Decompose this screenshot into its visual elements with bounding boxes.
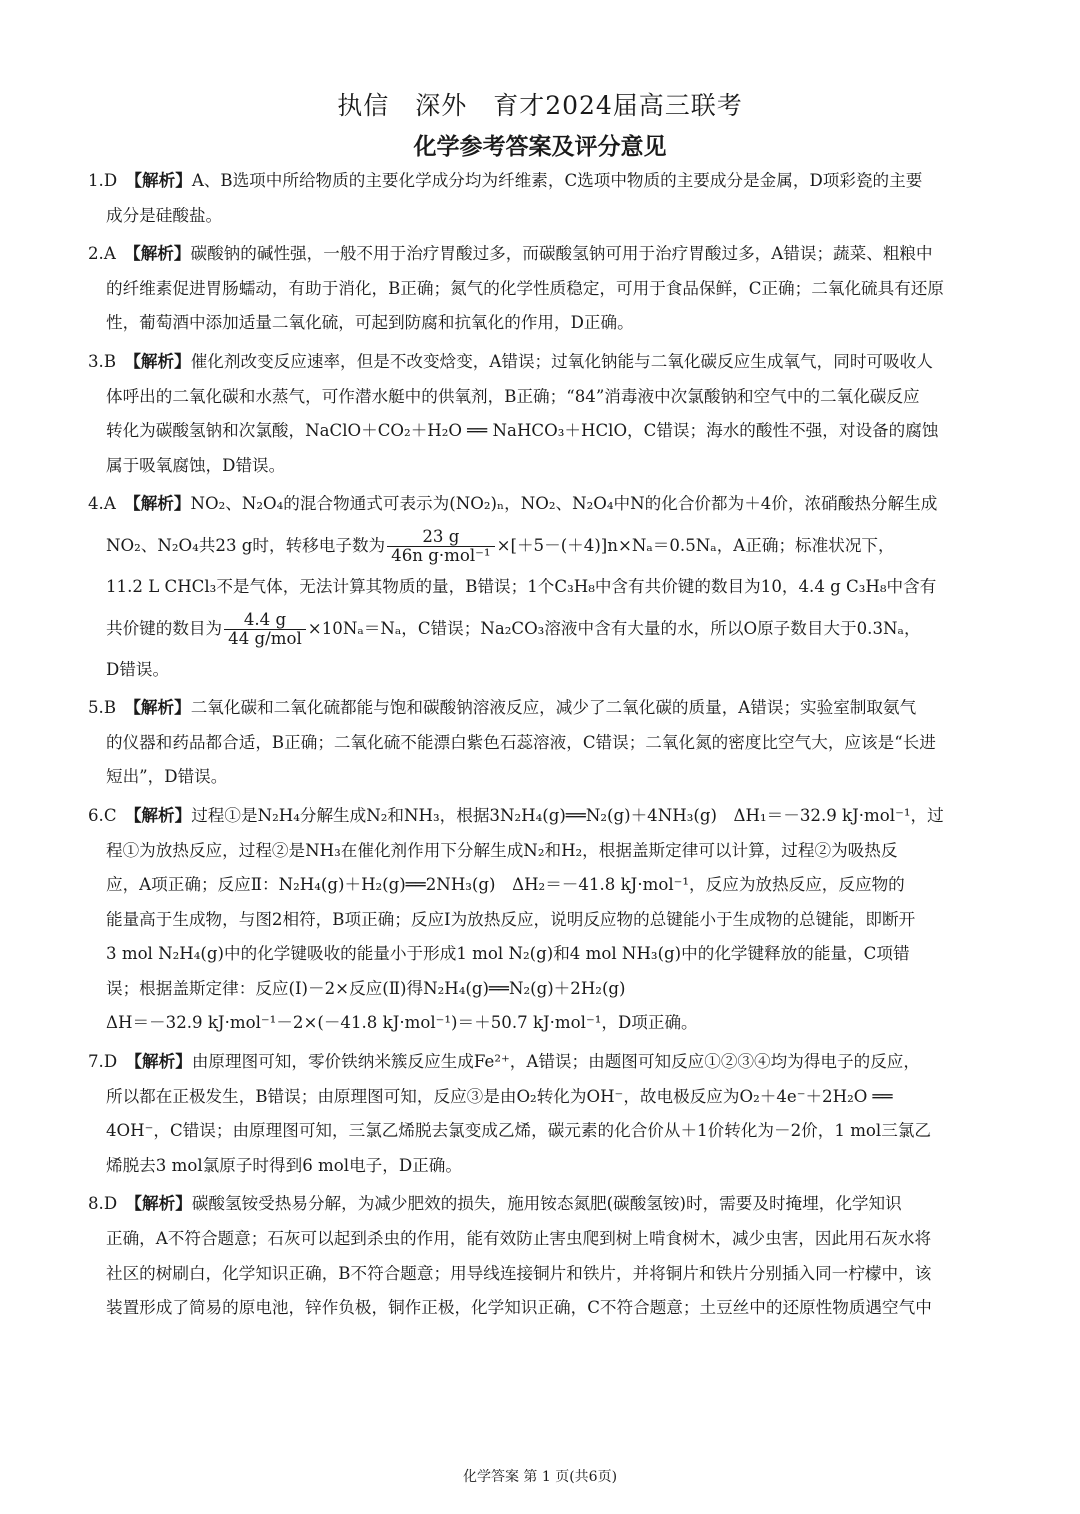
answer-text-line: 正确，A不符合题意；石灰可以起到杀虫的作用，能有效防止害虫爬到树上啃食树木，减少虫害，因此用石灰水将 (106, 1229, 932, 1249)
exam-title: 执信 深外 育才2024届高三联考 (337, 91, 743, 120)
answer-text-line: 短出”，D错误。 (106, 767, 228, 787)
answer-text-line: 属于吸氧腐蚀，D错误。 (106, 455, 286, 475)
fraction (224, 611, 306, 648)
fraction (387, 528, 494, 565)
answer-text-line: 体呼出的二氧化碳和水蒸气，可作潜水艇中的供氧剂，B正确；“84”消毒液中次氯酸钠和空气中的二氧化碳反应 (106, 386, 920, 406)
answer-text-line: 性，葡萄酒中添加适量二氧化硫，可起到防腐和抗氧化的作用，D正确。 (106, 313, 634, 333)
page-footer: 化学答案 第 1 页(共6页) (462, 1469, 618, 1485)
answer-number: 3.B (88, 351, 117, 371)
answer-text-line: 社区的树刷白，化学知识正确，B不符合题意；用导线连接铜片和铁片，并将铜片和铁片分别插入同一柠檬中，该 (106, 1263, 932, 1283)
answer-text-line: 催化剂改变反应速率，但是不改变焓变，A错误；过氧化钠能与二氧化碳反应生成氧气，同时可吸收人 (190, 351, 933, 371)
fraction-denominator: 44 g/mol (228, 628, 302, 648)
answer-text-segment: NO₂、N₂O₄共23 g时，转移电子数为 (106, 535, 386, 555)
answer-item-1 (88, 164, 990, 233)
analysis-tag: 【解析】 (133, 1194, 192, 1214)
answer-text-line: 成分是硅酸盐。 (106, 205, 223, 225)
answer-text-line: 过程①是N₂H₄分解生成N₂和NH₃，根据3N₂H₄(g)══N₂(g)＋4NH₃(g) ΔH₁＝－32.9 kJ·mol⁻¹，过 (191, 805, 944, 825)
answer-text-line: 能量高于生成物，与图2相符，B项正确；反应Ⅰ为放热反应，说明反应物的总键能小于生成物的总键能，即断开 (106, 909, 916, 929)
answer-body (88, 164, 990, 1330)
analysis-tag: 【解析】 (133, 171, 192, 190)
answer-text-line: 的仪器和药品都合适，B正确；二氧化硫不能漂白紫色石蕊溶液，C错误；二氧化氮的密度比空气大，应该是“长进 (106, 732, 936, 752)
fraction-numerator: 23 g (387, 528, 494, 547)
answer-text-line: ΔH＝－32.9 kJ·mol⁻¹－2×(－41.8 kJ·mol⁻¹)＝＋50.7 kJ·mol⁻¹，D项正确。 (106, 1013, 698, 1033)
answer-key-title: 化学参考答案及评分意见 (413, 134, 667, 160)
answer-number: 8.D (88, 1194, 118, 1214)
analysis-tag: 【解析】 (133, 805, 192, 825)
fraction-denominator: 46n g·mol⁻¹ (391, 545, 491, 565)
answer-number: 6.C (88, 805, 117, 825)
answer-text-line: 程①为放热反应，过程②是NH₃在催化剂作用下分解生成N₂和H₂，根据盖斯定律可以计算，过程②为吸热反 (106, 840, 898, 860)
answer-item-4 (88, 487, 990, 687)
answer-text-line: 碳酸钠的碱性强，一般不用于治疗胃酸过多，而碳酸氢钠可用于治疗胃酸过多，A错误；蔬菜、粗粮中 (190, 244, 933, 264)
answer-number: 4.A (88, 494, 116, 514)
answer-formula-line (106, 605, 990, 653)
fraction-numerator: 4.4 g (224, 611, 306, 630)
answer-text-line: 3 mol N₂H₄(g)中的化学键吸收的能量小于形成1 mol N₂(g)和4 mol NH₃(g)中的化学键释放的能量，C项错 (106, 944, 910, 964)
answer-text-line: 11.2 L CHCl₃不是气体，无法计算其物质的量，B错误；1个C₃H₈中含有共价键的数目为10，4.4 g C₃H₈中含有 (106, 576, 937, 596)
analysis-tag: 【解析】 (132, 351, 191, 371)
answer-text-line: 二氧化碳和二氧化硫都能与饱和碳酸钠溶液反应，减少了二氧化碳的质量，A错误；实验室制取氨气 (190, 698, 917, 718)
answer-item-8 (88, 1187, 990, 1325)
answer-text-line: 碳酸氢铵受热易分解，为减少肥效的损失，施用铵态氮肥(碳酸氢铵)时，需要及时掩埋，化学知识 (191, 1194, 902, 1214)
answer-text-segment: ×[＋5－(＋4)]n×Nₐ＝0.5Nₐ，A正确；标准状况下， (496, 535, 895, 555)
answer-text-line: A、B选项中所给物质的主要化学成分均为纤维素，C选项中物质的主要成分是金属，D项彩瓷的主要 (191, 171, 923, 190)
answer-text-line: 误；根据盖斯定律：反应(Ⅰ)－2×反应(Ⅱ)得N₂H₄(g)══N₂(g)＋2H₂(g) (106, 978, 626, 998)
answer-text-line: D错误。 (106, 659, 170, 679)
answer-number: 1.D (88, 171, 118, 190)
answer-text-line: NO₂、N₂O₄的混合物通式可表示为(NO₂)ₙ，NO₂、N₂O₄中N的化合价都为＋4价，浓硝酸热分解生成 (190, 494, 938, 514)
analysis-tag: 【解析】 (132, 244, 191, 264)
answer-text-line: 转化为碳酸氢钠和次氯酸，NaClO＋CO₂＋H₂O ══ NaHCO₃＋HClO，C错误；海水的酸性不强，对设备的腐蚀 (106, 421, 939, 441)
answer-text-line: 的纤维素促进胃肠蠕动，有助于消化，B正确；氮气的化学性质稳定，可用于食品保鲜，C正确；二氧化硫具有还原 (106, 278, 944, 298)
answer-item-3 (88, 345, 990, 483)
answer-number: 2.A (88, 244, 116, 264)
answer-formula-line (106, 522, 990, 570)
answer-text-line: 4OH⁻，C错误；由原理图可知，三氯乙烯脱去氯变成乙烯，碳元素的化合价从＋1价转化为－2价，1 mol三氯乙 (106, 1121, 932, 1141)
answer-item-2 (88, 237, 990, 341)
analysis-tag: 【解析】 (132, 494, 191, 514)
answer-text-line: 应，A项正确；反应Ⅱ：N₂H₄(g)＋H₂(g)══2NH₃(g) ΔH₂＝－41.8 kJ·mol⁻¹，反应为放热反应，反应物的 (106, 875, 905, 895)
analysis-tag: 【解析】 (132, 698, 191, 718)
answer-number: 5.B (88, 698, 117, 718)
answer-text-line: 装置形成了简易的原电池，锌作负极，铜作正极，化学知识正确，C不符合题意；土豆丝中的还原性物质遇空气中 (106, 1298, 932, 1318)
answer-text-segment: ×10Nₐ＝Nₐ，C错误；Na₂CO₃溶液中含有大量的水，所以O原子数目大于0.3Nₐ， (307, 618, 921, 638)
answer-number: 7.D (88, 1052, 118, 1072)
answer-item-5 (88, 691, 990, 795)
analysis-tag: 【解析】 (133, 1052, 192, 1072)
answer-text-line: 所以都在正极发生，B错误；由原理图可知，反应③是由O₂转化为OH⁻，故电极反应为O₂＋4e⁻＋2H₂O ══ (106, 1086, 893, 1106)
answer-text-line: 由原理图可知，零价铁纳米簇反应生成Fe²⁺，A错误；由题图可知反应①②③④均为得电子的反应， (191, 1052, 920, 1072)
answer-text-line: 烯脱去3 mol氯原子时得到6 mol电子，D正确。 (106, 1155, 462, 1175)
answer-item-6 (88, 799, 990, 1041)
answer-text-segment: 共价键的数目为 (106, 618, 223, 638)
answer-item-7 (88, 1045, 990, 1183)
